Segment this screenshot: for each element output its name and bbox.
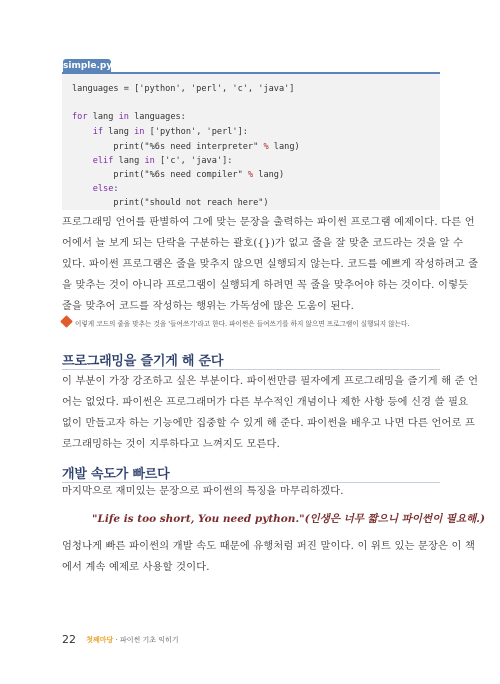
section-divider [62, 369, 440, 370]
tip-note-text: 이렇게 코드의 줄을 맞추는 것을 '들여쓰기'라고 한다. 파이썬은 들여쓰기를 하지 않으면 프로그램이 실행되지 않는다. [75, 320, 410, 328]
body-text-line: 마지막으로 재미있는 문장으로 파이썬의 특징을 마무리하겠다. [62, 486, 344, 497]
body-text-line: 없이 만들고자 하는 기능에만 집중할 수 있게 해 준다. 파이썬을 배우고 나면 다른 언어로 프 [62, 418, 476, 429]
code-line: languages = ['python', 'perl', 'c', 'java'] [72, 84, 295, 94]
code-filename-tab: simple.py [63, 61, 113, 71]
code-line: print("%6s need interpreter" % lang) [72, 142, 300, 152]
body-text-line: 어에서 늘 보게 되는 단락을 구분하는 괄호({})가 없고 줄을 잘 맞춘 코드라는 것을 알 수 [62, 238, 464, 249]
quote: "Life is too short, You need python."(인생은 너무 짧으니 파이썬이 필요해.) [92, 513, 485, 525]
part-label: 첫째마당 [86, 636, 114, 644]
body-text-line: 에서 계속 예제로 사용할 것이다. [62, 562, 210, 573]
body-text-line: 엄청나게 빠른 파이썬의 개발 속도 때문에 유행처럼 퍼진 말이다. 이 위트 있는 문장은 이 책 [62, 541, 476, 552]
code-line: print("%6s need compiler" % lang) [72, 170, 285, 180]
code-line: for lang in languages: [72, 112, 186, 122]
body-text-line: 을 맞추는 것이 아니라 프로그램이 실행되게 하려면 꼭 줄을 맞추어야 하는 것이다. 이렇듯 [62, 280, 469, 291]
code-line: print("should not reach here") [72, 198, 269, 208]
page-number: 22 [62, 633, 76, 646]
body-text-line: 프로그래밍 언어를 판별하여 그에 맞는 문장을 출력하는 파이썬 프로그램 예제이다. 다른 언 [62, 217, 475, 228]
page-footer [62, 633, 179, 646]
chapter-label: · 파이썬 기초 익히기 [115, 636, 179, 644]
code-line: if lang in ['python', 'perl']: [92, 127, 248, 137]
body-text-line: 이 부분이 가장 강조하고 싶은 부분이다. 파이썬만큼 필자에게 프로그래밍을 즐기게 해 준 언 [62, 376, 479, 387]
body-text-line: 로그래밍하는 것이 지루하다고 느껴지도 모른다. [62, 439, 281, 450]
section-heading: 개발 속도가 빠르다 [62, 467, 170, 482]
section-heading: 프로그래밍을 즐기게 해 준다 [62, 354, 224, 369]
body-text-line: 줄을 맞추어 코드를 작성하는 행위는 가독성에 많은 도움이 된다. [62, 301, 355, 312]
body-text-line: 있다. 파이썬 프로그램은 줄을 맞추지 않으면 실행되지 않는다. 코드를 예쁘게 작성하려고 줄 [62, 259, 479, 270]
code-block [62, 72, 440, 210]
code-line: else: [92, 184, 119, 194]
body-text-line: 어는 없었다. 파이썬은 프로그래머가 다른 부수적인 개념이나 제한 사항 등에 신경 쓸 필요 [62, 397, 469, 408]
code-line: elif lang in ['c', 'java']: [92, 156, 233, 166]
